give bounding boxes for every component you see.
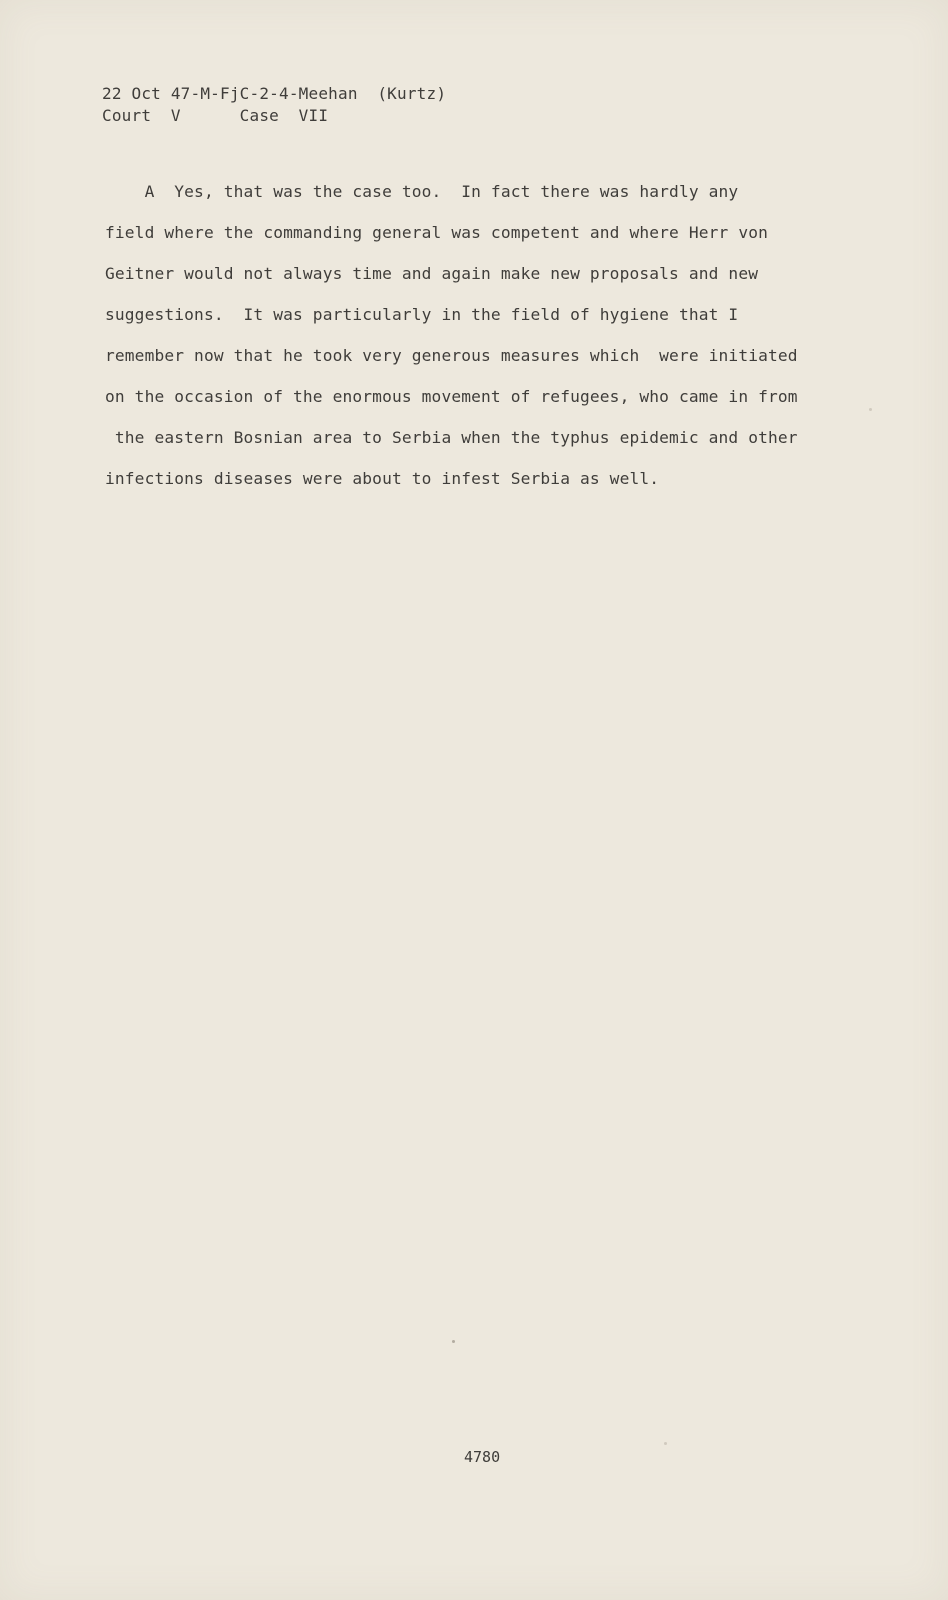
body-line: infections diseases were about to infest Serbia as well. (105, 469, 660, 488)
body-line: remember now that he took very generous measures which were initiated (105, 346, 798, 365)
page-number: 4780 (464, 1448, 501, 1466)
body-line: on the occasion of the enormous movement of refugees, who came in from (105, 387, 798, 406)
body-line: field where the commanding general was competent and where Herr von (105, 223, 769, 242)
paper-speck (869, 408, 872, 411)
paper-speck (664, 1442, 667, 1445)
paper-speck (452, 1340, 455, 1343)
body-line: A Yes, that was the case too. In fact there was hardly any (105, 182, 739, 201)
header-line-2: Court V Case VII (102, 106, 329, 125)
header-line-1: 22 Oct 47-M-FjC-2-4-Meehan (Kurtz) (102, 84, 447, 103)
body-line: suggestions. It was particularly in the field of hygiene that I (105, 305, 739, 324)
body-line: the eastern Bosnian area to Serbia when the typhus epidemic and other (105, 428, 798, 447)
body-line: Geitner would not always time and again make new proposals and new (105, 264, 759, 283)
